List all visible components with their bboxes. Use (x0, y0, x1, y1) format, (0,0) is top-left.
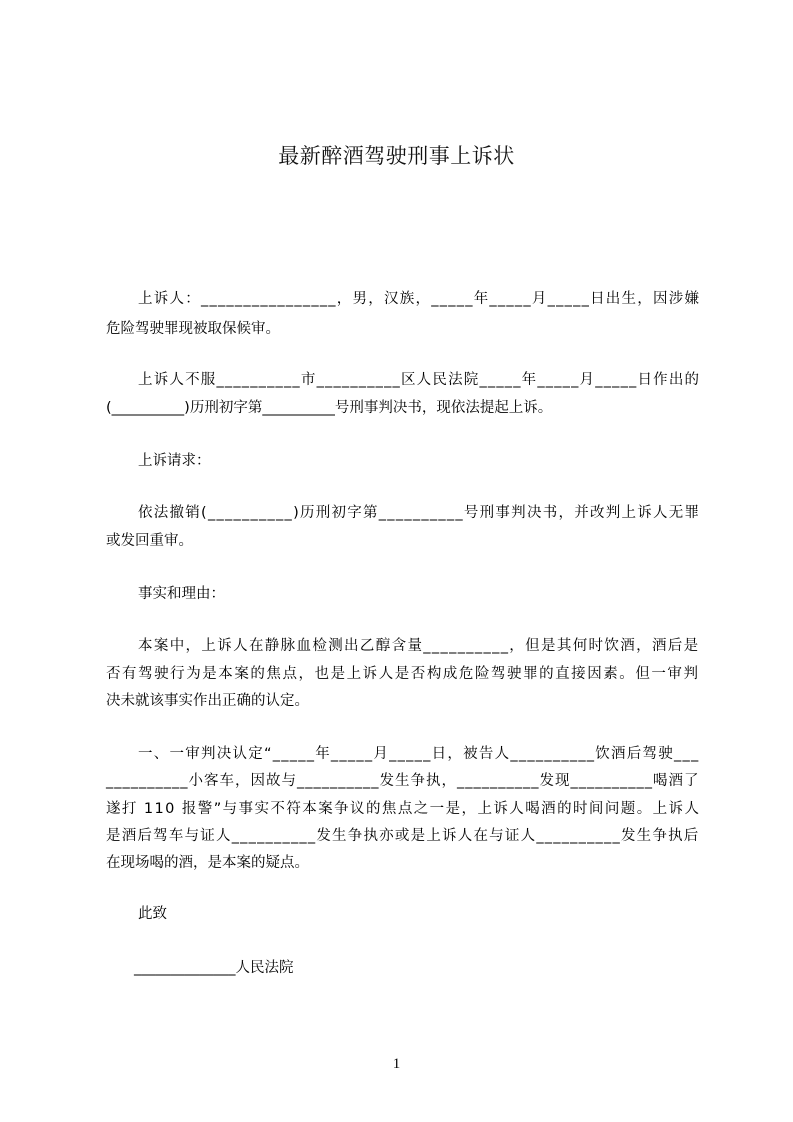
closing-salutation: 此致 (138, 906, 167, 922)
appeal-statement-line-1: 上诉人不服__________市__________区人民法院_____年_____月_____日作出的 (138, 372, 701, 388)
document-title: 最新醉酒驾驶刑事上诉状 (278, 144, 515, 168)
point-one-line-3: 遂打 110 报警”与事实不符本案争议的焦点之一是，上诉人喝酒的时间问题。上诉人 (106, 801, 701, 817)
appellant-info-line-2: 危险驾驶罪现被取保候审。 (106, 321, 280, 337)
court-addressee: ______________人民法院 (134, 960, 294, 976)
facts-body-line-2: 否有驾驶行为是本案的焦点，也是上诉人是否构成危险驾驶罪的直接因素。但一审判 (106, 666, 700, 682)
appeal-request-line-1: 依法撤销(__________)历刑初字第__________号刑事判决书，并改判上诉人无罪 (138, 505, 701, 521)
point-one-line-5: 在现场喝的酒，是本案的疑点。 (106, 855, 309, 871)
appellant-info-line-1: 上诉人：________________，男，汉族，_____年_____月_____日出生，因涉嫌 (138, 291, 701, 307)
appeal-statement-line-2: (__________)历刑初字第__________号刑事判决书，现依法提起上诉。 (106, 400, 553, 416)
facts-body-line-3: 决未就该事实作出正确的认定。 (106, 693, 309, 709)
facts-body-line-1: 本案中，上诉人在静脉血检测出乙醇含量__________，但是其何时饮酒，酒后是 (138, 638, 700, 654)
appeal-request-heading: 上诉请求： (138, 453, 211, 469)
point-one-line-4: 是酒后驾车与证人__________发生争执亦或是上诉人在与证人__________发生争执后 (106, 828, 700, 844)
appeal-request-line-2: 或发回重审。 (106, 533, 193, 549)
page-number: 1 (392, 1056, 401, 1072)
point-one-line-2: __________小客车，因故与__________发生争执，__________发现__________喝酒了 (106, 773, 700, 789)
point-one-line-1: 一、一审判决认定“_____年_____月_____日，被告人__________饮酒后驾驶___ (138, 746, 700, 762)
facts-heading: 事实和理由： (138, 586, 225, 602)
